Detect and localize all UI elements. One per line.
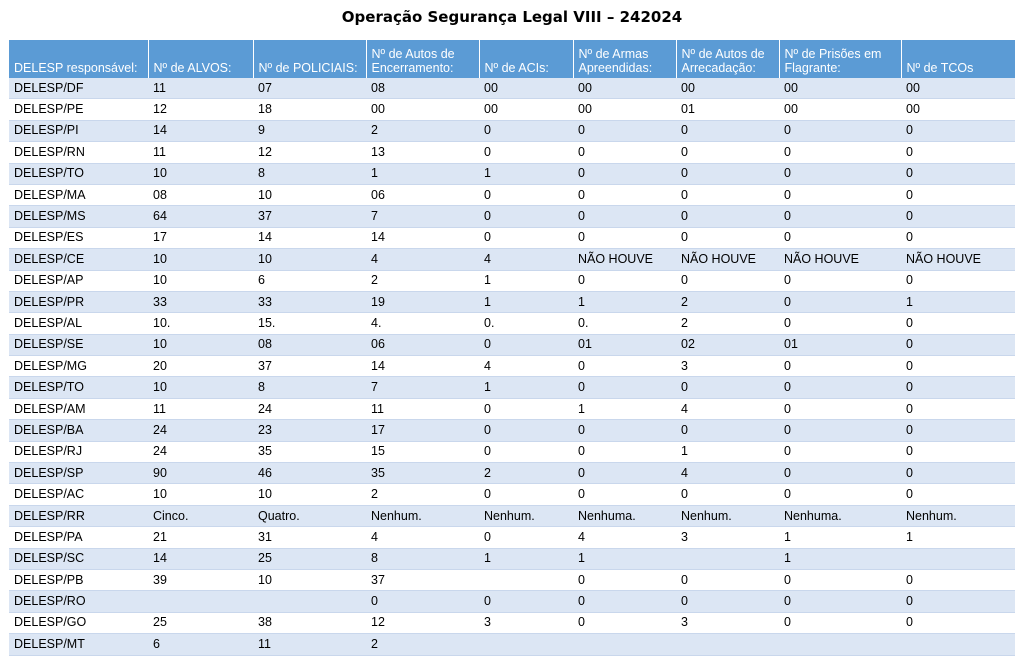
table-cell: 0: [479, 484, 573, 505]
column-header: Nº de ALVOS:: [148, 40, 253, 78]
delesp-cell: DELESP/AC: [9, 484, 148, 505]
table-row: [9, 441, 1015, 462]
table-row: [9, 334, 1015, 355]
column-header: Nº de ACIs:: [479, 40, 573, 78]
table-cell: 0: [366, 591, 479, 612]
table-row: [9, 484, 1015, 505]
operations-table: [9, 40, 1016, 656]
table-cell: 0: [676, 206, 779, 227]
table-cell: 20: [148, 356, 253, 377]
table-cell: 0: [479, 527, 573, 548]
table-row: [9, 78, 1015, 99]
table-cell: 24: [148, 441, 253, 462]
table-cell: 10: [253, 484, 366, 505]
table-cell: 10: [148, 334, 253, 355]
table-cell: 01: [573, 334, 676, 355]
table-cell: 0: [573, 377, 676, 398]
table-cell: 0: [573, 270, 676, 291]
table-cell: 0: [676, 377, 779, 398]
table-cell: 1: [779, 548, 901, 569]
table-row: [9, 591, 1015, 612]
table-cell: 0: [901, 441, 1015, 462]
table-row: [9, 398, 1015, 419]
table-row: [9, 99, 1015, 120]
table-cell: 0: [573, 441, 676, 462]
table-cell: [479, 634, 573, 655]
table-cell: 08: [366, 78, 479, 99]
table-row: [9, 163, 1015, 184]
table-row: [9, 634, 1015, 655]
table-cell: 11: [148, 142, 253, 163]
table-cell: 01: [676, 99, 779, 120]
table-cell: 0: [573, 420, 676, 441]
table-cell: 1: [901, 291, 1015, 312]
table-cell: 2: [676, 313, 779, 334]
table-cell: 0: [479, 142, 573, 163]
table-cell: 1: [779, 527, 901, 548]
table-cell: 0: [479, 441, 573, 462]
table-cell: 7: [366, 377, 479, 398]
table-cell: 10: [148, 484, 253, 505]
table-cell: 0: [479, 120, 573, 141]
table-cell: 0: [779, 270, 901, 291]
table-cell: 46: [253, 463, 366, 484]
table-cell: 0: [901, 612, 1015, 633]
table-cell: NÃO HOUVE: [676, 249, 779, 270]
table-cell: 10: [148, 377, 253, 398]
delesp-cell: DELESP/GO: [9, 612, 148, 633]
table-cell: 37: [253, 206, 366, 227]
column-header: DELESP responsável:: [9, 40, 148, 78]
column-header: Nº de TCOs: [901, 40, 1015, 78]
table-cell: 7: [366, 206, 479, 227]
table-row: [9, 377, 1015, 398]
table-cell: 35: [366, 463, 479, 484]
table-cell: 11: [366, 398, 479, 419]
table-cell: 00: [779, 99, 901, 120]
table-cell: 0: [901, 313, 1015, 334]
table-cell: 0: [479, 184, 573, 205]
delesp-cell: DELESP/AM: [9, 398, 148, 419]
table-cell: 14: [366, 227, 479, 248]
table-row: [9, 356, 1015, 377]
table-cell: 0: [479, 591, 573, 612]
table-cell: 0: [573, 591, 676, 612]
table-cell: 4: [479, 249, 573, 270]
table-cell: 0: [676, 120, 779, 141]
table-cell: 9: [253, 120, 366, 141]
table-cell: 38: [253, 612, 366, 633]
table-cell: 35: [253, 441, 366, 462]
table-cell: 0: [479, 398, 573, 419]
header-row: [9, 40, 1015, 78]
table-cell: 6: [253, 270, 366, 291]
table-cell: 0: [779, 120, 901, 141]
table-cell: 0: [779, 356, 901, 377]
table-row: [9, 291, 1015, 312]
table-cell: 90: [148, 463, 253, 484]
table-cell: 0: [676, 569, 779, 590]
table-cell: Quatro.: [253, 505, 366, 526]
table-cell: 0: [901, 463, 1015, 484]
table-cell: 0: [573, 206, 676, 227]
table-row: [9, 313, 1015, 334]
table-cell: 0: [901, 420, 1015, 441]
table-row: [9, 548, 1015, 569]
table-cell: 00: [779, 78, 901, 99]
table-cell: 0: [573, 227, 676, 248]
table-cell: 6: [148, 634, 253, 655]
table-cell: [901, 634, 1015, 655]
table-cell: 8: [253, 163, 366, 184]
table-cell: NÃO HOUVE: [573, 249, 676, 270]
table-cell: 33: [148, 291, 253, 312]
table-cell: 24: [253, 398, 366, 419]
table-cell: 2: [366, 270, 479, 291]
table-cell: 64: [148, 206, 253, 227]
table-cell: Nenhum.: [901, 505, 1015, 526]
delesp-cell: DELESP/MS: [9, 206, 148, 227]
table-row: [9, 569, 1015, 590]
table-cell: 31: [253, 527, 366, 548]
delesp-cell: DELESP/RJ: [9, 441, 148, 462]
table-cell: 06: [366, 184, 479, 205]
delesp-cell: DELESP/AL: [9, 313, 148, 334]
delesp-cell: DELESP/PR: [9, 291, 148, 312]
table-cell: [676, 634, 779, 655]
table-cell: 4: [676, 463, 779, 484]
table-cell: 2: [676, 291, 779, 312]
table-cell: 0: [779, 206, 901, 227]
column-header: Nº de Armas Apreendidas:: [573, 40, 676, 78]
table-cell: 21: [148, 527, 253, 548]
table-cell: 0: [901, 206, 1015, 227]
table-cell: 24: [148, 420, 253, 441]
table-cell: 0: [779, 377, 901, 398]
delesp-cell: DELESP/MA: [9, 184, 148, 205]
table-row: [9, 463, 1015, 484]
table-cell: 10: [253, 569, 366, 590]
table-cell: 00: [366, 99, 479, 120]
table-cell: 4: [479, 356, 573, 377]
table-cell: 10: [148, 163, 253, 184]
table-cell: 4: [573, 527, 676, 548]
table-cell: Nenhum.: [676, 505, 779, 526]
table-cell: 0: [479, 334, 573, 355]
table-cell: 0: [901, 120, 1015, 141]
table-cell: 37: [366, 569, 479, 590]
table-row: [9, 505, 1015, 526]
table-cell: 0.: [573, 313, 676, 334]
delesp-cell: DELESP/PI: [9, 120, 148, 141]
delesp-cell: DELESP/SP: [9, 463, 148, 484]
table-cell: 0: [901, 591, 1015, 612]
table-cell: 19: [366, 291, 479, 312]
delesp-cell: DELESP/ES: [9, 227, 148, 248]
table-cell: 17: [366, 420, 479, 441]
table-row: [9, 206, 1015, 227]
table-cell: 11: [148, 398, 253, 419]
table-cell: 0: [779, 227, 901, 248]
table-cell: 0: [479, 420, 573, 441]
table-row: [9, 527, 1015, 548]
table-cell: 0: [779, 463, 901, 484]
table-cell: 0: [901, 270, 1015, 291]
table-cell: 14: [148, 548, 253, 569]
table-cell: 0: [573, 142, 676, 163]
table-cell: 02: [676, 334, 779, 355]
table-row: [9, 184, 1015, 205]
delesp-cell: DELESP/DF: [9, 78, 148, 99]
table-row: [9, 120, 1015, 141]
delesp-cell: DELESP/PA: [9, 527, 148, 548]
table-cell: 3: [676, 356, 779, 377]
table-cell: 0.: [479, 313, 573, 334]
table-cell: 23: [253, 420, 366, 441]
table-cell: 0: [901, 569, 1015, 590]
table-cell: 0: [901, 398, 1015, 419]
table-cell: Nenhuma.: [573, 505, 676, 526]
table-cell: 0: [779, 291, 901, 312]
table-cell: 0: [573, 184, 676, 205]
table-cell: 11: [253, 634, 366, 655]
table-cell: 0: [901, 377, 1015, 398]
table-cell: 0: [779, 612, 901, 633]
table-cell: [148, 591, 253, 612]
table-cell: 06: [366, 334, 479, 355]
table-cell: 00: [901, 78, 1015, 99]
table-cell: 01: [779, 334, 901, 355]
table-cell: 10: [148, 249, 253, 270]
table-cell: [479, 569, 573, 590]
delesp-cell: DELESP/BA: [9, 420, 148, 441]
table-cell: 0: [676, 163, 779, 184]
table-cell: 2: [366, 634, 479, 655]
table-cell: 0: [779, 142, 901, 163]
delesp-cell: DELESP/SC: [9, 548, 148, 569]
table-cell: 4: [366, 249, 479, 270]
table-cell: 39: [148, 569, 253, 590]
table-cell: 0: [901, 334, 1015, 355]
table-cell: 0: [676, 270, 779, 291]
delesp-cell: DELESP/AP: [9, 270, 148, 291]
table-cell: 00: [901, 99, 1015, 120]
delesp-cell: DELESP/MG: [9, 356, 148, 377]
table-cell: Nenhum.: [366, 505, 479, 526]
table-cell: 00: [573, 78, 676, 99]
delesp-cell: DELESP/TO: [9, 163, 148, 184]
table-cell: 1: [479, 163, 573, 184]
table-cell: Nenhum.: [479, 505, 573, 526]
table-cell: 1: [479, 548, 573, 569]
table-cell: 37: [253, 356, 366, 377]
table-cell: 0: [573, 356, 676, 377]
table-cell: [779, 634, 901, 655]
table-cell: 0: [779, 163, 901, 184]
table-cell: 0: [573, 484, 676, 505]
table-cell: 1: [479, 377, 573, 398]
table-cell: Cinco.: [148, 505, 253, 526]
table-cell: [573, 634, 676, 655]
table-cell: [253, 591, 366, 612]
delesp-cell: DELESP/RO: [9, 591, 148, 612]
table-row: [9, 612, 1015, 633]
table-cell: Nenhuma.: [779, 505, 901, 526]
table-cell: 4: [366, 527, 479, 548]
table-cell: NÃO HOUVE: [779, 249, 901, 270]
table-cell: 00: [676, 78, 779, 99]
table-cell: 0: [779, 441, 901, 462]
table-cell: NÃO HOUVE: [901, 249, 1015, 270]
table-cell: 0: [573, 612, 676, 633]
table-cell: 00: [479, 99, 573, 120]
table-cell: 1: [479, 270, 573, 291]
delesp-cell: DELESP/CE: [9, 249, 148, 270]
table-cell: 4.: [366, 313, 479, 334]
table-cell: 0: [573, 120, 676, 141]
table-cell: 00: [479, 78, 573, 99]
table-row: [9, 420, 1015, 441]
table-cell: 0: [779, 484, 901, 505]
table-cell: 0: [779, 313, 901, 334]
table-cell: 0: [901, 227, 1015, 248]
document-title: Operação Segurança Legal VIII – 242024: [341, 8, 683, 26]
table-cell: 0: [779, 591, 901, 612]
table-cell: 10: [253, 184, 366, 205]
table-cell: 25: [148, 612, 253, 633]
table-row: [9, 142, 1015, 163]
table-cell: 0: [573, 569, 676, 590]
table-row: [9, 227, 1015, 248]
table-cell: 3: [676, 527, 779, 548]
table-cell: 2: [366, 484, 479, 505]
table-cell: 12: [148, 99, 253, 120]
table-cell: 14: [148, 120, 253, 141]
table-cell: 1: [901, 527, 1015, 548]
delesp-cell: DELESP/PB: [9, 569, 148, 590]
table-cell: 08: [253, 334, 366, 355]
table-cell: 0: [676, 142, 779, 163]
column-header: Nº de Prisões em Flagrante:: [779, 40, 901, 78]
table-cell: 8: [366, 548, 479, 569]
delesp-cell: DELESP/RN: [9, 142, 148, 163]
table-cell: 14: [253, 227, 366, 248]
table-cell: 4: [676, 398, 779, 419]
table-cell: 0: [779, 184, 901, 205]
column-header: Nº de Autos de Arrecadação:: [676, 40, 779, 78]
table-cell: 15.: [253, 313, 366, 334]
delesp-cell: DELESP/RR: [9, 505, 148, 526]
table-cell: 0: [676, 420, 779, 441]
table-cell: 12: [253, 142, 366, 163]
table-cell: 8: [253, 377, 366, 398]
table-cell: 1: [676, 441, 779, 462]
table-cell: 1: [366, 163, 479, 184]
table-cell: 0: [901, 356, 1015, 377]
column-header: Nº de POLICIAIS:: [253, 40, 366, 78]
table-cell: 11: [148, 78, 253, 99]
table-cell: 0: [676, 184, 779, 205]
table-cell: 1: [573, 398, 676, 419]
table-cell: [676, 548, 779, 569]
delesp-cell: DELESP/MT: [9, 634, 148, 655]
table-cell: 0: [779, 398, 901, 419]
table-cell: 33: [253, 291, 366, 312]
table-cell: 1: [573, 548, 676, 569]
delesp-cell: DELESP/TO: [9, 377, 148, 398]
table-cell: 0: [901, 163, 1015, 184]
table-cell: 0: [573, 463, 676, 484]
table-cell: 0: [901, 142, 1015, 163]
table-cell: 0: [479, 206, 573, 227]
table-cell: 3: [676, 612, 779, 633]
table-cell: 12: [366, 612, 479, 633]
delesp-cell: DELESP/SE: [9, 334, 148, 355]
table-cell: 13: [366, 142, 479, 163]
table-cell: 2: [479, 463, 573, 484]
table-cell: 25: [253, 548, 366, 569]
table-cell: 0: [779, 420, 901, 441]
table-cell: 15: [366, 441, 479, 462]
table-cell: 0: [901, 484, 1015, 505]
table-row: [9, 249, 1015, 270]
table-cell: 17: [148, 227, 253, 248]
table-row: [9, 270, 1015, 291]
table-cell: 0: [901, 184, 1015, 205]
delesp-cell: DELESP/PE: [9, 99, 148, 120]
table-cell: 07: [253, 78, 366, 99]
table-cell: 18: [253, 99, 366, 120]
table-cell: 14: [366, 356, 479, 377]
table-cell: 0: [779, 569, 901, 590]
table-cell: 1: [573, 291, 676, 312]
column-header: Nº de Autos de Encerramento:: [366, 40, 479, 78]
table-cell: 08: [148, 184, 253, 205]
table-cell: 0: [676, 484, 779, 505]
table-cell: 00: [573, 99, 676, 120]
table-cell: 0: [676, 227, 779, 248]
table-cell: 1: [479, 291, 573, 312]
table-cell: 3: [479, 612, 573, 633]
table-cell: 10.: [148, 313, 253, 334]
table-cell: 10: [253, 249, 366, 270]
table-cell: 0: [479, 227, 573, 248]
table-cell: 10: [148, 270, 253, 291]
table-cell: 0: [676, 591, 779, 612]
table-cell: 0: [573, 163, 676, 184]
table-cell: [901, 548, 1015, 569]
table-cell: 2: [366, 120, 479, 141]
